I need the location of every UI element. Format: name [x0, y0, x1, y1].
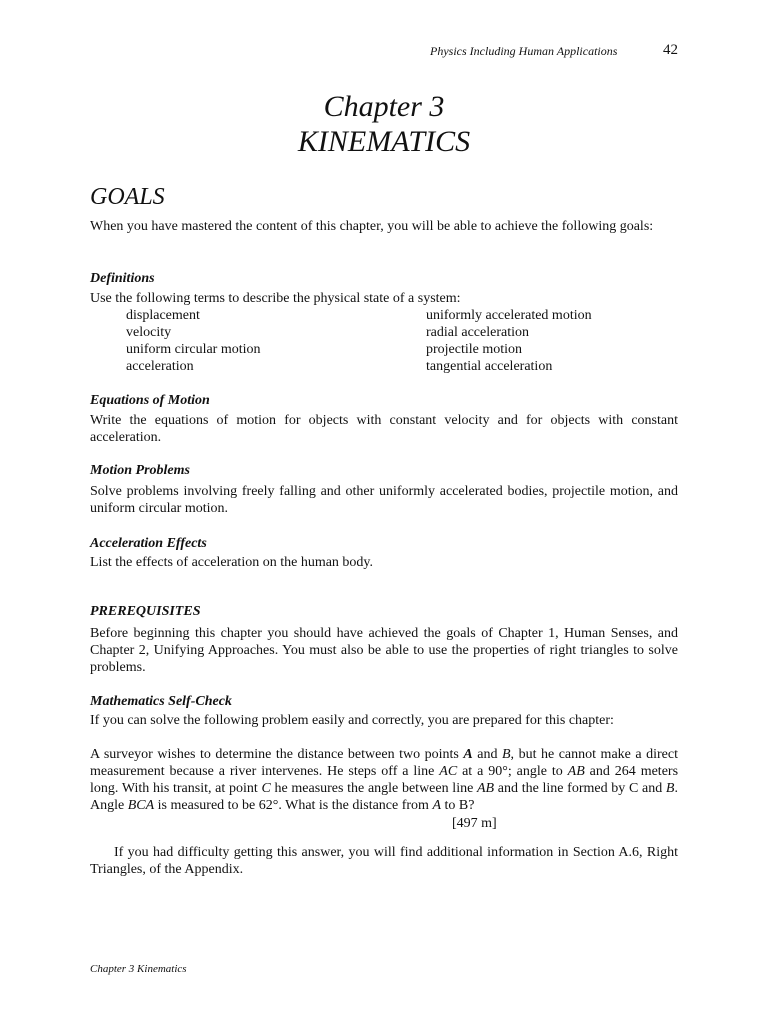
term-item: displacement [126, 308, 200, 323]
definitions-text: Use the following terms to describe the physical state of a system: [90, 291, 461, 306]
term-item: uniform circular motion [126, 342, 261, 357]
term-item: projectile motion [426, 342, 523, 357]
running-footer: Chapter 3 Kinematics [90, 963, 187, 975]
term-item: uniformly accelerated motion [426, 308, 592, 323]
term-item: tangential acceleration [426, 359, 553, 374]
self-check-followup: If you had difficulty getting this answer, you will find additional information in Section A.6, Right Triangles, of the Appendix. [90, 845, 678, 877]
prerequisites-text: Before beginning this chapter you should have achieved the goals of Chapter 1, Human Senses, and Chapter 2, Unifying Approaches. You must also be able to use the properties of right triangles to solve problems. [90, 626, 678, 675]
self-check-intro: If you can solve the following problem easily and correctly, you are prepared for this chapter: [90, 713, 614, 728]
term-item: velocity [126, 325, 172, 340]
motion-problems-heading: Motion Problems [90, 463, 190, 478]
chapter-title: KINEMATICS [297, 125, 471, 158]
term-item: radial acceleration [426, 325, 529, 340]
running-header-title: Physics Including Human Applications [430, 44, 618, 58]
prerequisites-heading: PREREQUISITES [90, 604, 201, 619]
acceleration-effects-text: List the effects of acceleration on the human body. [90, 555, 374, 570]
motion-problems-text: Solve problems involving freely falling and other uniformly accelerated bodies, projectile motion, and uniform circular motion. [90, 484, 678, 516]
self-check-heading: Mathematics Self-Check [90, 694, 232, 709]
chapter-number: Chapter 3 [323, 90, 445, 123]
goals-intro: When you have mastered the content of this chapter, you will be able to achieve the following goals: [90, 219, 654, 234]
acceleration-effects-heading: Acceleration Effects [90, 536, 207, 551]
page-number: 42 [663, 42, 678, 58]
self-check-answer: [497 m] [452, 816, 497, 831]
definitions-heading: Definitions [90, 271, 155, 286]
self-check-problem: A surveyor wishes to determine the distance between two points A and B, but he cannot make a direct measurement because a river intervenes. He steps off a line AC at a 90°; angle to AB and 264 meters long. With his transit, at point C he measures the angle between line AB and the line formed by C and B. Angle BCA is measured to be 62°. What is the distance from A to B? [90, 747, 679, 813]
goals-heading: GOALS [90, 184, 165, 210]
term-item: acceleration [126, 359, 194, 374]
equations-text: Write the equations of motion for objects with constant velocity and for objects with constant acceleration. [90, 413, 678, 445]
equations-heading: Equations of Motion [90, 393, 210, 408]
